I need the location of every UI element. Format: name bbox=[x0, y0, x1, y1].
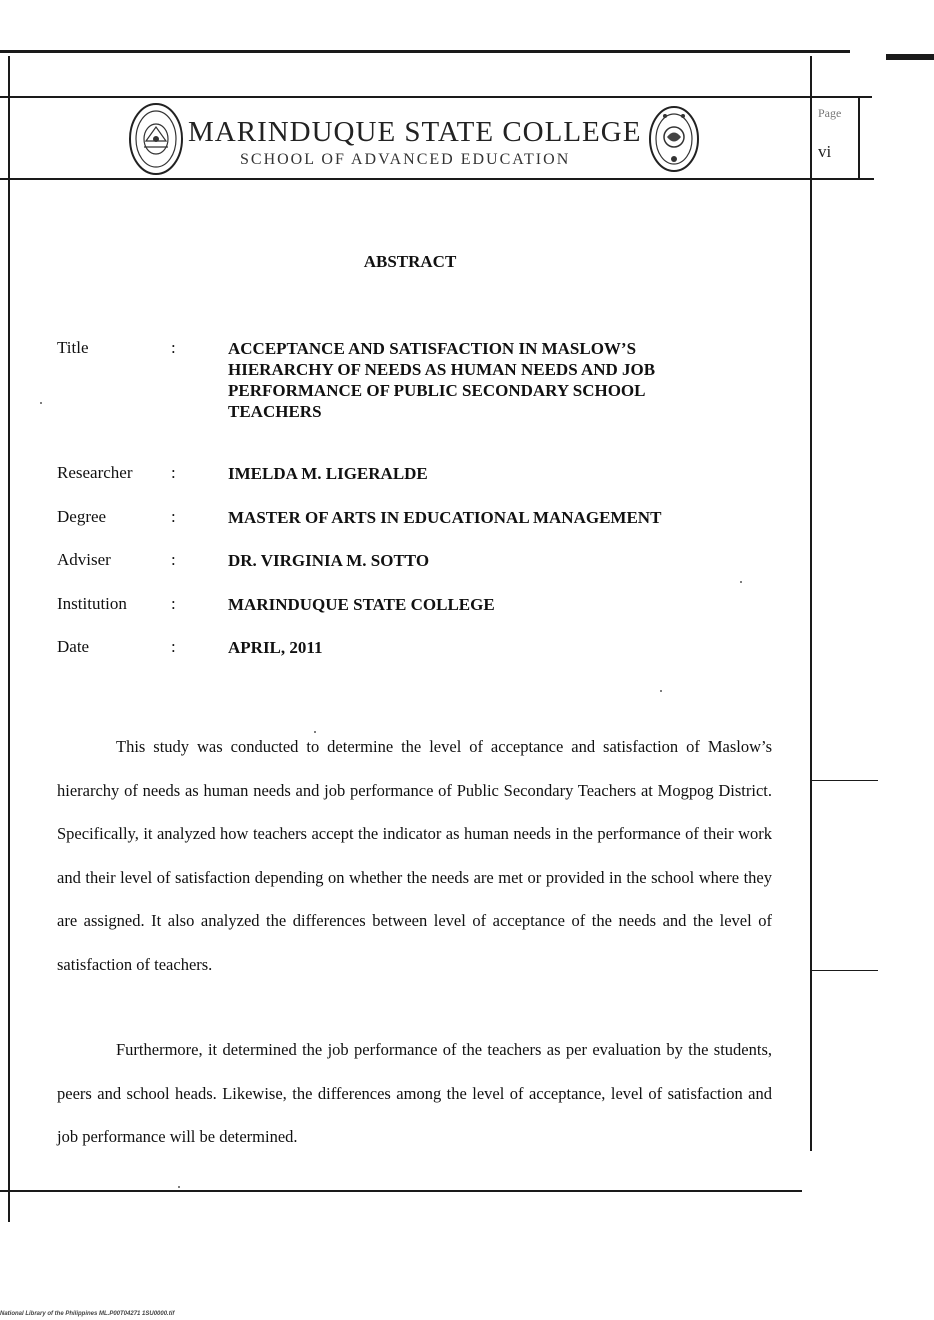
field-colon: : bbox=[171, 637, 176, 656]
top-border bbox=[0, 50, 850, 53]
field-colon: : bbox=[171, 550, 176, 569]
bottom-border bbox=[0, 1190, 802, 1192]
scan-speck bbox=[740, 581, 742, 583]
field-label: Adviser bbox=[57, 550, 111, 569]
abstract-heading: ABSTRACT bbox=[363, 252, 457, 271]
scan-speck bbox=[178, 1186, 180, 1188]
field-label: Researcher bbox=[57, 463, 133, 482]
field-value: MARINDUQUE STATE COLLEGE bbox=[228, 595, 495, 614]
field-value: ACCEPTANCE AND SATISFACTION IN MASLOW’S HIERARCHY OF NEEDS AS HUMAN NEEDS AND JOB PERFORMANCE OF PUBLIC SECONDARY SCHOOL TEACHERS bbox=[228, 339, 656, 421]
scan-credit: National Library of the Philippines ML.P00T04271 1SU0000.tif bbox=[0, 1311, 175, 1317]
field-label: Date bbox=[57, 637, 90, 656]
left-border bbox=[8, 56, 10, 1222]
school-name: SCHOOL OF ADVANCED EDUCATION bbox=[240, 151, 571, 168]
field-value: IMELDA M. LIGERALDE bbox=[228, 464, 428, 483]
field-value: DR. VIRGINIA M. SOTTO bbox=[228, 551, 430, 570]
field-label: Institution bbox=[57, 594, 127, 613]
header-bottom-rule bbox=[0, 178, 874, 180]
right-outer-border bbox=[858, 98, 860, 178]
top-right-mark bbox=[886, 54, 934, 60]
field-value: APRIL, 2011 bbox=[228, 638, 323, 657]
abstract-paragraph-1: This study was conducted to determine the level of acceptance and satisfaction of Maslow’s hierarchy of needs as human needs and job performance of Public Secondary Teachers at Mogpog District. Specifically, it analyzed how teachers accept the indicator as human needs in the performance of their work and their level of satisfaction depending on whether the needs are met or provided in the school where they are assigned. It also analyzed the differences between level of acceptance of the needs and the level of satisfaction of teachers. bbox=[57, 737, 772, 974]
scan-speck bbox=[660, 690, 662, 692]
field-label: Title bbox=[57, 338, 89, 357]
field-colon: : bbox=[171, 594, 176, 613]
school-seal-icon bbox=[648, 104, 700, 174]
header-top-rule bbox=[0, 96, 872, 98]
margin-rule-2 bbox=[812, 970, 878, 971]
right-border bbox=[810, 56, 812, 1151]
field-colon: : bbox=[171, 507, 176, 526]
field-colon: : bbox=[171, 463, 176, 482]
scan-speck bbox=[314, 731, 316, 733]
field-value: MASTER OF ARTS IN EDUCATIONAL MANAGEMENT bbox=[228, 508, 662, 527]
page-number: vi bbox=[818, 142, 832, 161]
page-label: Page bbox=[818, 106, 842, 120]
field-colon: : bbox=[171, 338, 176, 357]
scan-speck bbox=[40, 402, 42, 404]
margin-rule-1 bbox=[812, 780, 878, 781]
field-label: Degree bbox=[57, 507, 107, 526]
abstract-paragraph-2: Furthermore, it determined the job performance of the teachers as per evaluation by the students, peers and school heads. Likewise, the differences among the level of acceptance, level of satisfaction and job performance will be determined. bbox=[57, 1040, 772, 1146]
college-seal-icon bbox=[128, 101, 184, 177]
institution-name: MARINDUQUE STATE COLLEGE bbox=[188, 116, 642, 148]
